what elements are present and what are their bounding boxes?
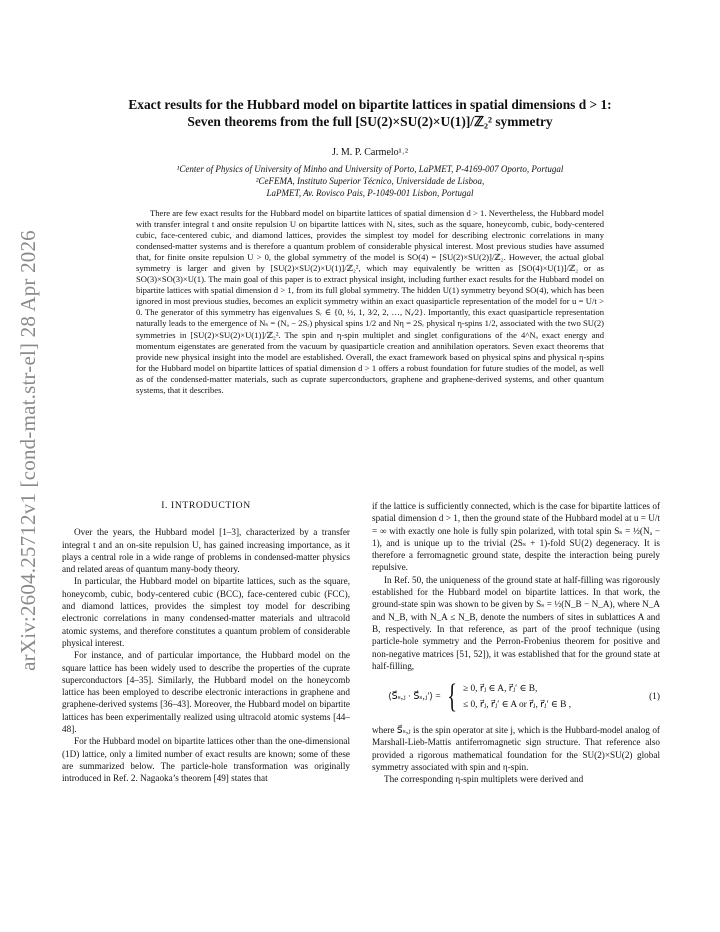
body-paragraph: where S⃗ₛ,ⱼ is the spin operator at site j, which is the Hubbard-model analog of Marshall-Lieb-Mattis antiferromagnetic sign structure. That reference also provided a rigorous mathematical foundation for the SU(2)×SU(2) global symmetry associated with spin and η-spin. xyxy=(372,725,660,773)
abstract: There are few exact results for the Hubbard model on bipartite lattices of spatial dimension d > 1. Nevertheless, the Hubbard model with transfer integral t and onsite repulsion U on bipartite lattices with Nₐ sites, such as the square, honeycomb, cubic, body-centered cubic, face-centered cubic, and diamond lattices, provides the simplest toy model for describing electronic correlations in many condensed-matter systems and is therefore a quantum problem of considerable physical interest. Most previous studies have assumed that, for finite onsite repulsion U > 0, the global symmetry of the model is SO(4) = [SU(2)×SU(2)]/ℤ₂. However, the actual global symmetry is larger and given by [SU(2)×SU(2)×U(1)]/ℤ₂², which may equivalently be written as [SO(4)×U(1)]/ℤ₂ or as SO(3)×SO(3)×U(1). The main goal of this paper is to extract physical insight, including further exact results for the Hubbard model on bipartite lattices with spatial dimension d > 1, from its full global symmetry. The hidden U(1) symmetry beyond SO(4), which has been ignored in most previous studies, becomes an explicit symmetry within an exact quasiparticle representation of the model for u = U/t > 0. The generator of this symmetry has eigenvalues Sᵣ ∈ {0, ½, 1, 3⁄2, 2, …, Nₐ⁄2}. Importantly, this exact quasiparticle representation naturally leads to the emergence of Nₛ = (Nₐ − 2Sᵣ) physical spins 1/2 and Nη = 2Sᵣ physical η-spins 1/2, associated with the two SU(2) symmetries in [SU(2)×SU(2)×U(1)]/ℤ₂². The spin and η-spin multiplet and singlet configurations of the 4^Nₐ exact energy and momentum eigenstates are generated from the vacuum by quasiparticle creation and annihilation operators. Seven exact theorems that provide new physical insight into the model are established. Overall, the exact framework based on physical spins and physical η-spins for the Hubbard model on bipartite lattices of spatial dimension d > 1 offers a robust foundation for future studies of the model, as well as of the condensed-matter materials, such as cuprate superconductors, graphene and graphene-derived systems, and other quantum systems, that it describes. xyxy=(136,208,604,395)
equation-1 xyxy=(388,678,660,716)
section-heading-introduction: I. INTRODUCTION xyxy=(161,500,251,511)
left-column xyxy=(62,500,350,785)
body-paragraph: In particular, the Hubbard model on bipartite lattices, such as the square, honeycomb, cubic, body-centered cubic (BCC), face-centered cubic (FCC), and diamond lattices, provides the simplest toy model for describing electronic correlations in many condensed-matter materials and ultracold atomic systems, and therefore constitutes a quantum problem of considerable physical interest. xyxy=(62,576,350,648)
paper-title-line-1: Exact results for the Hubbard model on bipartite lattices in spatial dimensions d > 1: xyxy=(128,97,612,112)
paper-title-line-2: Seven theorems from the full [SU(2)×SU(2)×U(1)]/ℤ₂² symmetry xyxy=(187,114,553,129)
body-paragraph: For the Hubbard model on bipartite lattices other than the one-dimensional (1D) lattice, only a limited number of exact results are known; some of these are summarized below. The particle-hole transformation was originally introduced in Ref. 2. Nagaoka’s theorem [49] states that xyxy=(62,736,350,784)
arxiv-identifier-stamp xyxy=(6,215,50,685)
equation-number: (1) xyxy=(649,692,660,702)
body-paragraph: For instance, and of particular importance, the Hubbard model on the square lattice has been widely used to describe the properties of the cuprate superconductors [4–35]. Similarly, the Hubbard model on the honeycomb lattice has been employed to describe electronic interactions in graphene and graphene-derived systems [36–43]. Moreover, the Hubbard model on bipartite lattices has been experimentally realized using ultracold atomic systems [44–48]. xyxy=(62,650,350,735)
equation-lhs: ⟨S⃗ₛ,ⱼ · S⃗ₛ,ⱼ′⟩ = xyxy=(388,692,441,702)
author-list: J. M. P. Carmelo¹˒² xyxy=(332,147,408,158)
affiliation-2-continued: LaPMET, Av. Rovisco Pais, P-1049-001 Lisbon, Portugal xyxy=(266,188,474,198)
equation-body xyxy=(388,678,572,716)
body-paragraph: if the lattice is sufficiently connected, which is the case for bipartite lattices of spatial dimension d > 1, then the ground state of the Hubbard model at u = U/t = ∞ with exactly one hole is fully spin polarized, with total spin Sₛ = ½(Nₐ − 1), and is unique up to the trivial (2Sₛ + 1)-fold SU(2) degeneracy. It is therefore a ferromagnetic ground state, despite the interaction being purely repulsive. xyxy=(372,501,660,573)
arxiv-identifier-text: arXiv:2604.25712v1 [cond-mat.str-el] 28 Apr 2026 xyxy=(15,229,40,671)
equation-case-1: ≥ 0, r⃗ⱼ ∈ A, r⃗ⱼ′ ∈ B, xyxy=(463,683,538,694)
body-paragraph: Over the years, the Hubbard model [1–3], characterized by a transfer integral t and an on-site repulsion U, has gained increasing importance, as it plays a central role in a wide range of problems in condensed-matter physics and related areas of quantum many-body theory. xyxy=(62,527,350,575)
affiliation-2: ²CeFEMA, Instituto Superior Técnico, Universidade de Lisboa, xyxy=(255,176,485,186)
equation-cases xyxy=(463,683,571,712)
right-column xyxy=(372,500,660,786)
equation-case-2: ≤ 0, r⃗ⱼ, r⃗ⱼ′ ∈ A or r⃗ⱼ, r⃗ⱼ′ ∈ B , xyxy=(463,700,572,711)
paper-title xyxy=(62,96,678,130)
equation-brace: { xyxy=(446,678,457,716)
body-paragraph: The corresponding η-spin multiplets were derived and xyxy=(384,774,584,785)
affiliations xyxy=(62,163,678,199)
affiliation-1: ¹Center of Physics of University of Minho and University of Porto, LaPMET, P-4169-007 Oporto, Portugal xyxy=(176,164,564,174)
body-paragraph: In Ref. 50, the uniqueness of the ground state at half-filling was rigorously established for the Hubbard model on bipartite lattices. In that work, the ground-state spin was shown to be given by Sₛ = ½(N_B − N_A), where N_A and N_B, with N_A ≤ N_B, denote the numbers of sites in sublattices A and B, respectively. In that reference, as part of the proof technique (using particle-hole symmetry and the Perron-Frobenius theorem for positive and non-negative matrices [51, 52]), it was established that for the ground state at half-filling, xyxy=(372,574,660,671)
